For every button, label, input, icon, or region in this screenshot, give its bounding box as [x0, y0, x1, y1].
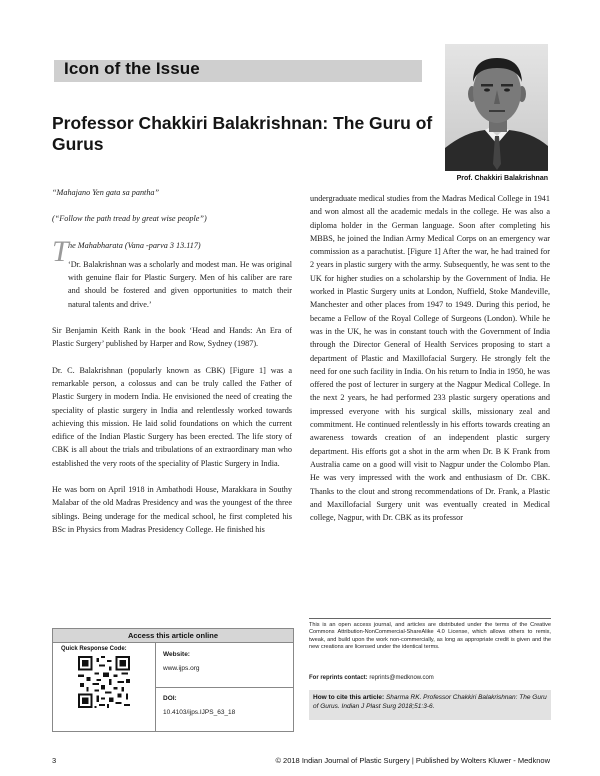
photo-caption: Prof. Chakkiri Balakrishnan [456, 175, 548, 182]
license-text: This is an open access journal, and articles are distributed under the terms of the Creative Commons Attribution-NonCommercial-ShareAlike 4.0 License, which allows others to remix, tweak, and build upon the work non-commercially, as long as appropriate credit is given and the new creations are licensed under the identical terms. [309, 622, 551, 650]
qr-code-icon[interactable] [78, 656, 130, 708]
divider [156, 687, 294, 688]
epigraph-quote: “Mahajano Yen gata sa pantha” [52, 188, 160, 197]
qr-label: Quick Response Code: [61, 646, 127, 652]
epigraph-source [52, 234, 292, 268]
body-paragraph: undergraduate medical studies from the Madras Medical College in 1941 and won almost all the academic medals in the college. He was also a diploma holder in the German language. Soon after completing his MBBS, he joined the Indian Army Medical Corps on an emergency war commission as a parachutist. [Figure 1] After the war, he had trained for 2 years in plastic surgery with the army. Subsequently, he was sent to the UK for higher studies on a scholarship by the Government of India. He worked in Plastic Surgery units at London, Nuffield, Stoke Mandeville, Manchester and other places from 1947 to 1949. During this period, he became a Fellow of the Royal College of Surgeons (London). While he was in the UK, he was in constant touch with the Government of India through the Director General of Health Services proposing to start a department of Plastic and Maxillofacial Surgery. He strongly felt the need for one such facility in India. On his return to India in 1950, he was offered the post of lecturer in surgery at the Nagpur Medical College. In the next 2 years, he had performed 233 plastic surgery operations and impressed everyone with his surgical skills, missionary zeal and commitment. He continued relentlessly in his efforts towards creating an awareness towards creation of an independent plastic surgery department. His efforts got a shot in the arm when Dr. B K Frank from Australia came on a good will visit to Nagpur under the Colombo Plan. He was very impressed with the work and enthusiasm of Dr. CBK. Thanks to the clout and strong recommendations of Dr. Frank, a Plastic and Maxillofacial Surgery unit was eventually created in Medical college, Nagpur, with Dr. CBK as its professor [310, 194, 550, 523]
body-paragraph: Dr. C. Balakrishnan (popularly known as CBK) [Figure 1] was a remarkable person, a colossus and can be truly called the Father of Plastic Surgery in modern India. He envisioned the need of creating the speciality of plastic surgery in India and relentlessly worked towards achieving this mission. He laid solid foundations on which the current edifice of the Indian Plastic Surgery has been erected. The life story of CBK is all about the trials and tribulations of an extraordinary man who established the very roots of the speciality of Plastic Surgery in India. [52, 365, 292, 468]
website-link[interactable]: www.ijps.org [163, 665, 200, 672]
reprints-contact [309, 675, 434, 681]
epigraph-translation: (“Follow the path tread by great wise people”) [52, 214, 207, 224]
rank-quote [52, 258, 292, 311]
divider [309, 618, 551, 619]
footer-credit: © 2018 Indian Journal of Plastic Surgery | Published by Wolters Kluwer - Medknow [275, 756, 550, 765]
citation-box [309, 690, 551, 720]
body-paragraph: He was born on April 1918 in Ambathodi House, Marakkara in Southy Malabar of the old Madras Presidency and was the youngest of the three siblings. Being underage for the medical school, he first completed his BSc in Physics from Madras Presidency College. He finished his [52, 485, 292, 534]
access-online-box [52, 628, 294, 732]
rank-quote-text: ‘Dr. Balakrishnan was a scholarly and modest man. He was original with genuine flair for Plastic Surgery. Men of his caliber are rare and should be fostered and given opportunities to match their natural talents and drive.’ [68, 259, 292, 309]
drop-cap: T [52, 234, 69, 268]
website-label: Website: [163, 651, 190, 658]
citation-label: How to cite this article: [313, 694, 385, 701]
citation-text: Sharma RK. Professor Chakkiri Balakrishnan: The Guru of Gurus. Indian J Plast Surg 2018;51:3-6. [313, 694, 547, 710]
page-number: 3 [52, 756, 57, 765]
epigraph-source-text: he Mahabharata (Vana -parva 3 13.117) [68, 240, 201, 250]
body-paragraph: Sir Benjamin Keith Rank in the book ‘Head and Hands: An Era of Plastic Surgery’ published by Harper and Row, Sydney (1987). [52, 326, 292, 349]
portrait-image [445, 44, 548, 171]
doi-label: DOI: [163, 695, 177, 702]
doi-link[interactable]: 10.4103/ijps.IJPS_63_18 [163, 709, 236, 716]
reprints-email-link[interactable]: reprints@medknow.com [369, 675, 434, 681]
reprints-label: For reprints contact: [309, 675, 368, 681]
access-box-header: Access this article online [53, 629, 293, 643]
right-column [310, 192, 550, 524]
section-title: Icon of the Issue [64, 59, 200, 78]
left-column [52, 186, 292, 536]
author-portrait [445, 44, 548, 171]
article-title: Professor Chakkiri Balakrishnan: The Guru of Gurus [52, 113, 433, 154]
